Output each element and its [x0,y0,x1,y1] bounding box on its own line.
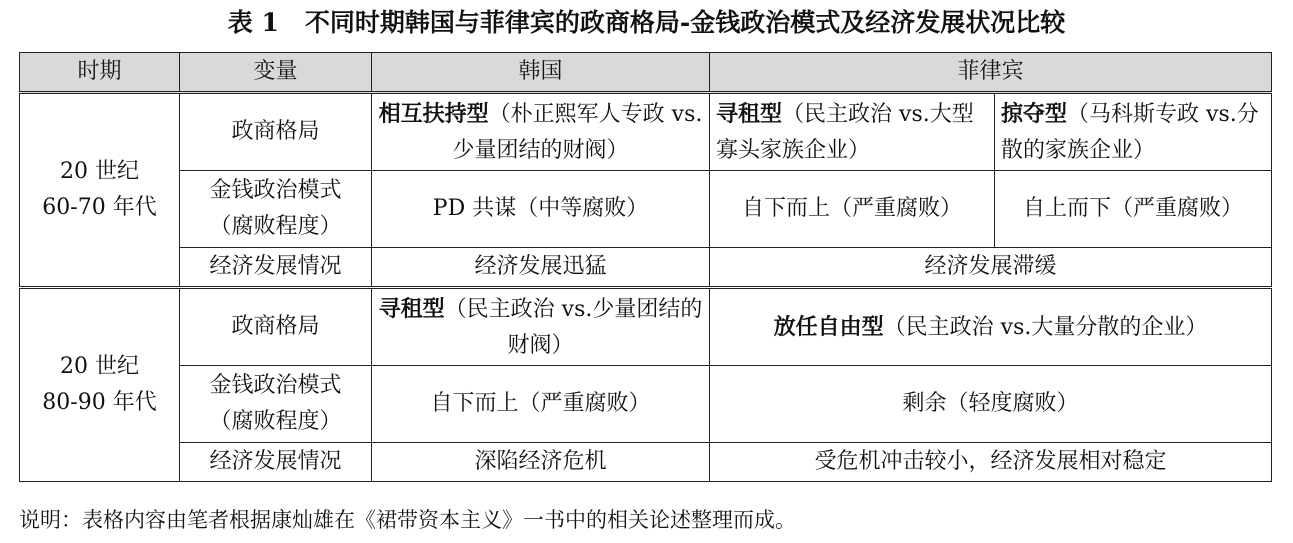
table-caption: 不同时期韩国与菲律宾的政商格局-金钱政治模式及经济发展状况比较 [304,8,1066,37]
korea-cell: PD 共谋（中等腐败） [372,171,710,248]
header-korea: 韩国 [372,53,710,93]
philippines-cell [710,288,1272,366]
variable-line1: 金钱政治模式 [209,373,342,398]
korea-cell: 经济发展迅猛 [372,248,710,288]
korea-type: 寻租型 [378,295,445,322]
korea-detail: （朴正熙军人专政 vs.少量团结的财阀） [452,101,703,163]
table-row [20,248,1272,288]
period-cell-1980s [20,288,180,482]
table-row [20,171,1272,248]
comparison-table [19,52,1272,482]
philippines-cell-a [710,93,995,171]
variable-line2: （腐败程度） [209,409,342,434]
period-label-line1: 20 世纪 [60,354,139,379]
korea-cell [372,93,710,171]
table-row [20,93,1272,171]
philippines-cell-a: 自下而上（严重腐败） [710,171,995,248]
philippines-cell: 剩余（轻度腐败） [710,366,1272,443]
philippines-cell: 经济发展滞缓 [710,248,1272,288]
period-label-line2: 80-90 年代 [42,390,157,415]
variable-cell: 政商格局 [180,93,372,171]
table-note: 说明：表格内容由笔者根据康灿雄在《裙带资本主义》一书中的相关论述整理而成。 [19,508,796,532]
header-period: 时期 [20,53,180,93]
korea-cell [372,288,710,366]
variable-cell: 经济发展情况 [180,248,372,288]
header-row [20,53,1272,93]
variable-line1: 金钱政治模式 [209,178,342,203]
variable-cell [180,171,372,248]
korea-cell: 深陷经济危机 [372,443,710,482]
variable-cell: 经济发展情况 [180,443,372,482]
period-cell-1960s [20,93,180,288]
philippines-type-b: 掠夺型 [1001,100,1068,127]
korea-type: 相互扶持型 [378,100,489,127]
variable-line2: （腐败程度） [209,214,342,239]
table-row [20,366,1272,443]
table-title [0,5,1293,41]
philippines-detail-b: （马科斯专政 vs.分散的家族企业） [1001,101,1259,163]
philippines-detail: （民主政治 vs.大量分散的企业） [883,314,1208,340]
philippines-detail-a: （民主政治 vs.大型寡头家族企业） [716,101,974,163]
header-variable: 变量 [180,53,372,93]
table-row [20,443,1272,482]
variable-cell [180,366,372,443]
table-row [20,288,1272,366]
philippines-cell: 受危机冲击较小，经济发展相对稳定 [710,443,1272,482]
philippines-cell-b [995,93,1272,171]
korea-detail: （民主政治 vs.少量团结的财阀） [444,296,703,358]
period-label-line2: 60-70 年代 [42,195,157,220]
variable-cell: 政商格局 [180,288,372,366]
header-philippines: 菲律宾 [710,53,1272,93]
korea-cell: 自下而上（严重腐败） [372,366,710,443]
philippines-cell-b: 自上而下（严重腐败） [995,171,1272,248]
philippines-type: 放任自由型 [773,313,884,340]
period-label-line1: 20 世纪 [60,159,139,184]
table-number: 表 1 [227,8,279,37]
philippines-type-a: 寻租型 [716,100,783,127]
